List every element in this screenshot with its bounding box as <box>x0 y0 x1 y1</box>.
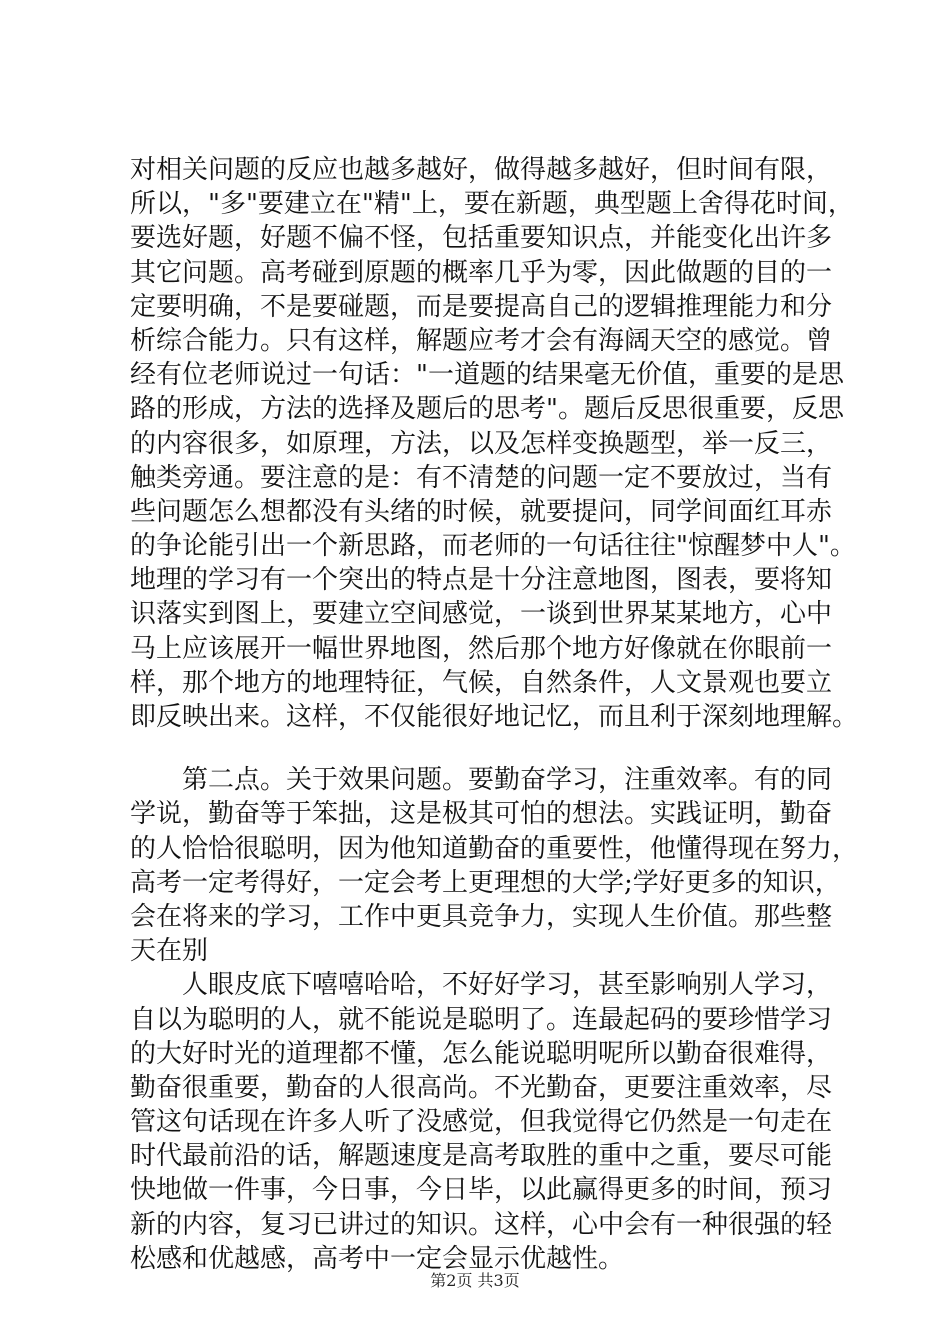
text-line: 管这句话现在许多人听了没感觉，但我觉得它仍然是一句走在 <box>130 1107 833 1138</box>
text-line: 快地做一件事，今日事，今日毕，以此赢得更多的时间，预习 <box>130 1175 833 1206</box>
text-line: 样，那个地方的地理特征，气候，自然条件，人文景观也要立 <box>130 667 833 698</box>
text-line: 经有位老师说过一句话："一道题的结果毫无价值，重要的是思 <box>130 360 844 391</box>
text-line: 些问题怎么想都没有头绪的时候，就要提问，同学间面红耳赤 <box>130 496 833 527</box>
text-line: 对相关问题的反应也越多越好，做得越多越好，但时间有限， <box>130 155 833 185</box>
text-line: 第二点。关于效果问题。要勤奋学习，注重效率。有的同 <box>182 765 833 796</box>
text-line: 其它问题。高考碰到原题的概率几乎为零，因此做题的目的一 <box>130 257 833 288</box>
text-line: 即反映出来。这样，不仅能很好地记忆，而且利于深刻地理解。 <box>130 702 859 732</box>
paragraph-2 <box>130 763 859 968</box>
text-line: 地理的学习有一个突出的特点是十分注意地图，图表，要将知 <box>130 565 833 596</box>
text-line: 析综合能力。只有这样，解题应考才会有海阔天空的感觉。曾 <box>130 325 833 356</box>
text-line: 定要明确，不是要碰题，而是要提高自己的逻辑推理能力和分 <box>130 291 833 322</box>
document-body <box>130 153 859 1276</box>
page-number-footer: 第2页 共3页 <box>430 1271 520 1290</box>
text-line: 天在别 <box>130 936 209 967</box>
text-line: 马上应该展开一幅世界地图，然后那个地方好像就在你眼前一 <box>130 633 833 664</box>
paragraph-1 <box>130 153 859 734</box>
text-line: 松感和优越感，高考中一定会显示优越性。 <box>130 1243 625 1274</box>
text-line: 路的形成，方法的选择及题后的思考"。题后反思很重要，反思 <box>130 394 844 425</box>
text-line: 时代最前沿的话，解题速度是高考取胜的重中之重，要尽可能 <box>130 1141 833 1172</box>
text-line: 人眼皮底下嘻嘻哈哈，不好好学习，甚至影响别人学习， <box>182 970 833 1001</box>
text-line: 的内容很多，如原理，方法，以及怎样变换题型，举一反三， <box>130 428 833 459</box>
text-line: 的大好时光的道理都不懂，怎么能说聪明呢所以勤奋很难得， <box>130 1038 833 1069</box>
text-line: 要选好题，好题不偏不怪，包括重要知识点，并能变化出许多 <box>130 223 833 254</box>
text-line: 触类旁通。要注意的是：有不清楚的问题一定不要放过，当有 <box>130 462 833 493</box>
text-line: 学说，勤奋等于笨拙，这是极其可怕的想法。实践证明，勤奋 <box>130 799 833 830</box>
text-line: 新的内容，复习已讲过的知识。这样，心中会有一种很强的轻 <box>130 1209 833 1240</box>
paragraph-3 <box>130 968 833 1276</box>
text-line: 的争论能引出一个新思路，而老师的一句话往往"惊醒梦中人"。 <box>130 531 856 562</box>
paragraph-spacer <box>130 734 830 763</box>
text-line: 所以，"多"要建立在"精"上，要在新题，典型题上舍得花时间， <box>130 189 854 220</box>
text-line: 高考一定考得好，一定会考上更理想的大学;学好更多的知识， <box>130 867 841 898</box>
text-line: 勤奋很重要，勤奋的人很高尚。不光勤奋，更要注重效率，尽 <box>130 1072 833 1103</box>
text-line: 自以为聪明的人，就不能说是聪明了。连最起码的要珍惜学习 <box>130 1004 833 1035</box>
text-line: 的人恰恰很聪明，因为他知道勤奋的重要性，他懂得现在努力， <box>130 833 859 864</box>
text-line: 识落实到图上，要建立空间感觉，一谈到世界某某地方，心中 <box>130 599 833 630</box>
text-line: 会在将来的学习，工作中更具竞争力，实现人生价值。那些整 <box>130 901 833 932</box>
